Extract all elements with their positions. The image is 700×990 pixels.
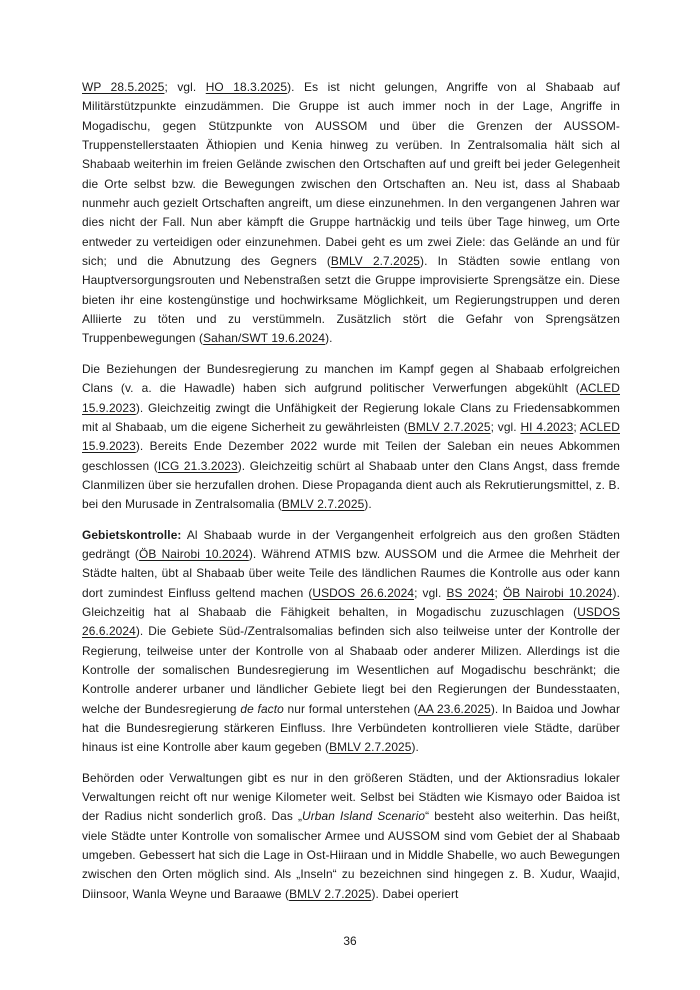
citation-link[interactable]: WP 28.5.2025	[82, 80, 165, 94]
citation-link[interactable]: HO 18.3.2025	[205, 80, 288, 94]
body-text: Behörden oder Verwaltungen gibt es nur in den größeren Städten, und der Aktionsradius lokaler Verwaltungen reicht oft nur wenige Kilometer weit. Selbst bei Städten wie Kismayo oder Baidoa ist der Radius nicht sonderlich groß. Das „	[82, 770, 620, 824]
page-number: 36	[343, 934, 357, 948]
citation-link[interactable]: BMLV 2.7.2025	[330, 254, 421, 269]
citation-link[interactable]: BMLV 2.7.2025	[281, 497, 365, 512]
body-text: nur formal unterstehen (	[283, 701, 418, 716]
citation-link[interactable]: USDOS 26.6.2024	[82, 604, 620, 639]
body-text: ; vgl.	[490, 419, 521, 434]
citation-link[interactable]: AA 23.6.2025	[417, 701, 491, 716]
body-text: ). Dabei operiert	[371, 886, 459, 901]
body-text: Die Beziehungen der Bundesregierung zu manchen im Kampf gegen al Shabaab erfolgreichen Clans (v. a. die Hawadle) haben sich aufgrund politischer Verwerfungen abgekühlt (	[82, 361, 620, 396]
body-text: ). Gleichzeitig hat al Shabaab die Fähigkeit behalten, in Mogadischu zuzuschlagen (	[82, 585, 620, 619]
paragraph-urban-islands	[82, 769, 620, 904]
citation-link[interactable]: BMLV 2.7.2025	[289, 886, 372, 901]
paragraph-clan-relations	[82, 360, 620, 515]
body-text: ). Bereits Ende Dezember 2022 wurde mit Teilen der Saleban ein neues Abkommen geschlossen (	[82, 439, 620, 473]
citation-link[interactable]: BMLV 2.7.2025	[407, 419, 491, 434]
italic-text: de facto	[240, 701, 284, 716]
citation-link[interactable]: BMLV 2.7.2025	[329, 740, 412, 755]
citation-link[interactable]: ÖB Nairobi 10.2024	[502, 585, 613, 600]
italic-text: Urban Island Scenario	[302, 809, 426, 824]
body-text: Al Shabaab wurde in der Vergangenheit erfolgreich aus den großen Städten gedrängt (	[82, 527, 620, 561]
paragraph-territorial-control	[82, 526, 620, 758]
citation-link[interactable]: BS 2024	[446, 585, 495, 600]
body-text: ; vgl.	[164, 80, 206, 94]
body-text: ). Gleichzeitig zwingt die Unfähigkeit der Regierung lokale Clans zu Friedensabkommen mit al Shabaab, um die eigene Sicherheit zu gewährleisten (	[82, 400, 620, 434]
citation-link[interactable]: USDOS 26.6.2024	[312, 585, 415, 600]
body-text: ). Die Gebiete Süd-/Zentralsomalias befinden sich also teilweise unter der Kontrolle der Regierung, teilweise unter der Kontrolle von al Shabaab oder anderer Milizen. Allerdings ist die Kontrolle der somalischen Bundesregierung im Wesentlichen auf Mogadischu beschränkt; die Kontrolle anderer urbaner und ländlicher Gebiete liegt bei den Regierungen der Bundesstaaten, welche der Bundesregierung	[82, 624, 620, 716]
body-text: ;	[573, 419, 580, 434]
citation-link[interactable]: HI 4.2023	[520, 419, 574, 434]
body-text: ; vgl.	[414, 585, 447, 600]
body-text: ).	[364, 497, 372, 512]
body-text: ). Während ATMIS bzw. AUSSOM und die Armee die Mehrheit der Städte halten, übt al Shabaab über weite Teile des ländlichen Raumes die Kontrolle aus oder kann dort zumindest Einfluss geltend machen (	[82, 546, 620, 600]
citation-link[interactable]: ACLED 15.9.2023	[82, 381, 620, 415]
citation-link[interactable]: ICG 21.3.2023	[157, 458, 238, 473]
body-text: ).	[411, 740, 419, 755]
body-text: “ besteht also weiterhin. Das heißt, viele Städte unter Kontrolle von somalischer Armee und AUSSOM sind vom Gebiet der al Shabaab umgeben. Gebessert hat sich die Lage in Ost-Hiiraan und in Middle Shabelle, wo auch Bewegungen zwischen den Orten möglich sind. Als „Inseln“ zu bezeichnen sind hingegen z. B. Xudur, Waajid, Diinsoor, Wanla Weyne und Baraawe (	[82, 809, 621, 901]
body-text: ). Gleichzeitig schürt al Shabaab unter den Clans Angst, dass fremde Clanmilizen über sie herzufallen drohen. Diese Propaganda dient auch als Rekrutierungsmittel, z. B. bei den Murusade in Zentralsomalia (	[82, 458, 620, 512]
bold-text: Gebietskontrolle:	[82, 527, 182, 542]
paragraph-security-situation	[82, 78, 620, 349]
body-text: ). In Städten sowie entlang von Hauptversorgungsrouten und Nebenstraßen setzt die Gruppe improvisierte Sprengsätze ein. Diese bieten ihr eine kostengünstige und hochwirksame Möglichkeit, um Regierungstruppen und deren Alliierte zu töten und zu verstümmeln. Zusätzlich stört die Gefahr von Sprengsätzen Truppenbewegungen (	[82, 254, 620, 346]
citation-link[interactable]: ACLED 15.9.2023	[82, 419, 620, 454]
body-text: ).	[325, 331, 333, 346]
body-text: ). In Baidoa und Jowhar hat die Bundesregierung stärkeren Einfluss. Ihre Verbündeten kontrollieren viele Städte, darüber hinaus ist eine Kontrolle aber kaum gegeben (	[82, 701, 621, 755]
page-footer	[0, 934, 700, 948]
document-body	[82, 78, 620, 904]
citation-link[interactable]: Sahan/SWT 19.6.2024	[203, 331, 326, 346]
citation-link[interactable]: ÖB Nairobi 10.2024	[139, 546, 249, 561]
body-text: ;	[494, 585, 503, 600]
body-text: ). Es ist nicht gelungen, Angriffe von al Shabaab auf Militärstützpunkte einzudämmen. Die Gruppe ist auch immer noch in der Lage, Angriffe in Mogadischu, gegen Stützpunkte von AUSSOM und über die Grenzen der AUSSOM-Truppenstellerstaaten Äthiopien und Kenia hinweg zu verüben. In Zentralsomalia hält sich al Shabaab weiterhin im freien Gelände zwischen den Ortschaften auf und greift bei jeder Gelegenheit die Orte selbst bzw. die Bewegungen zwischen den Ortschaften an. Neu ist, dass al Shabaab nunmehr auch gezielt Ortschaften angreift, um diese einzunehmen. In den vergangenen Jahren war dies nicht der Fall. Nun aber kämpft die Gruppe hartnäckig und teils über Tage hinweg, um Orte entweder zu verteidigen oder einzunehmen. Dabei geht es um zwei Ziele: das Gelände an und für sich; und die Abnutzung des Gegners (	[82, 80, 621, 269]
